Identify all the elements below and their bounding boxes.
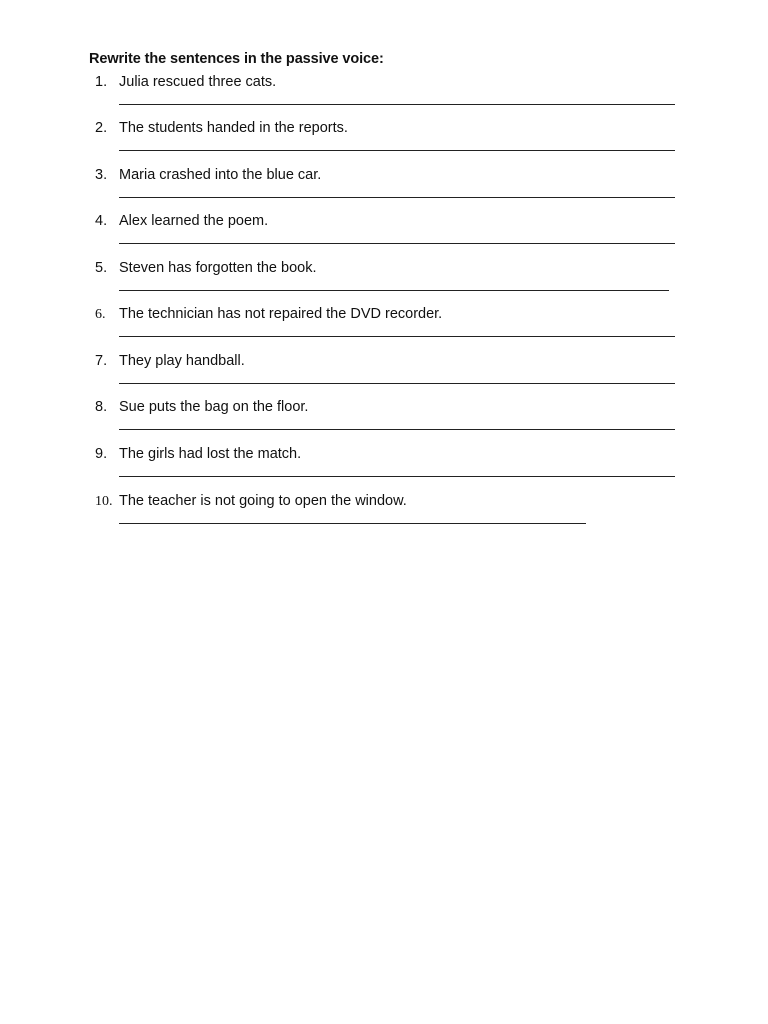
item-number: 8. [95, 399, 108, 415]
exercise-item [0, 120, 768, 166]
answer-line[interactable] [119, 104, 675, 105]
answer-line[interactable] [119, 523, 586, 524]
exercise-item [0, 213, 768, 259]
item-sentence: The students handed in the reports. [119, 120, 348, 136]
exercise-item [0, 74, 768, 120]
exercise-item [0, 306, 768, 352]
item-sentence: Alex learned the poem. [119, 213, 269, 229]
exercise-item [0, 353, 768, 399]
exercise-item [0, 260, 768, 306]
answer-line[interactable] [119, 197, 675, 198]
exercise-item [0, 399, 768, 445]
item-number: 10. [95, 494, 113, 509]
answer-line[interactable] [119, 150, 675, 151]
answer-line[interactable] [119, 243, 675, 244]
exercise-item [0, 167, 768, 213]
answer-line[interactable] [119, 429, 675, 430]
item-number: 6. [95, 307, 106, 322]
answer-line[interactable] [119, 383, 675, 384]
item-sentence: The teacher is not going to open the window. [119, 493, 407, 509]
item-number: 4. [95, 213, 108, 229]
answer-line[interactable] [119, 476, 675, 477]
item-sentence: Sue puts the bag on the floor. [119, 399, 309, 415]
item-number: 2. [95, 120, 108, 136]
item-sentence: Steven has forgotten the book. [119, 260, 317, 276]
item-number: 9. [95, 446, 108, 462]
item-sentence: They play handball. [119, 353, 245, 369]
item-number: 7. [95, 353, 108, 369]
item-sentence: The technician has not repaired the DVD recorder. [119, 306, 443, 322]
item-sentence: Maria crashed into the blue car. [119, 167, 322, 183]
worksheet-heading: Rewrite the sentences in the passive voice: [89, 51, 384, 67]
exercise-item [0, 446, 768, 492]
item-number: 1. [95, 74, 108, 90]
item-sentence: Julia rescued three cats. [119, 74, 277, 90]
exercise-item [0, 493, 768, 539]
answer-line[interactable] [119, 336, 675, 337]
answer-line[interactable] [119, 290, 669, 291]
item-number: 5. [95, 260, 108, 276]
item-sentence: The girls had lost the match. [119, 446, 302, 462]
item-number: 3. [95, 167, 108, 183]
